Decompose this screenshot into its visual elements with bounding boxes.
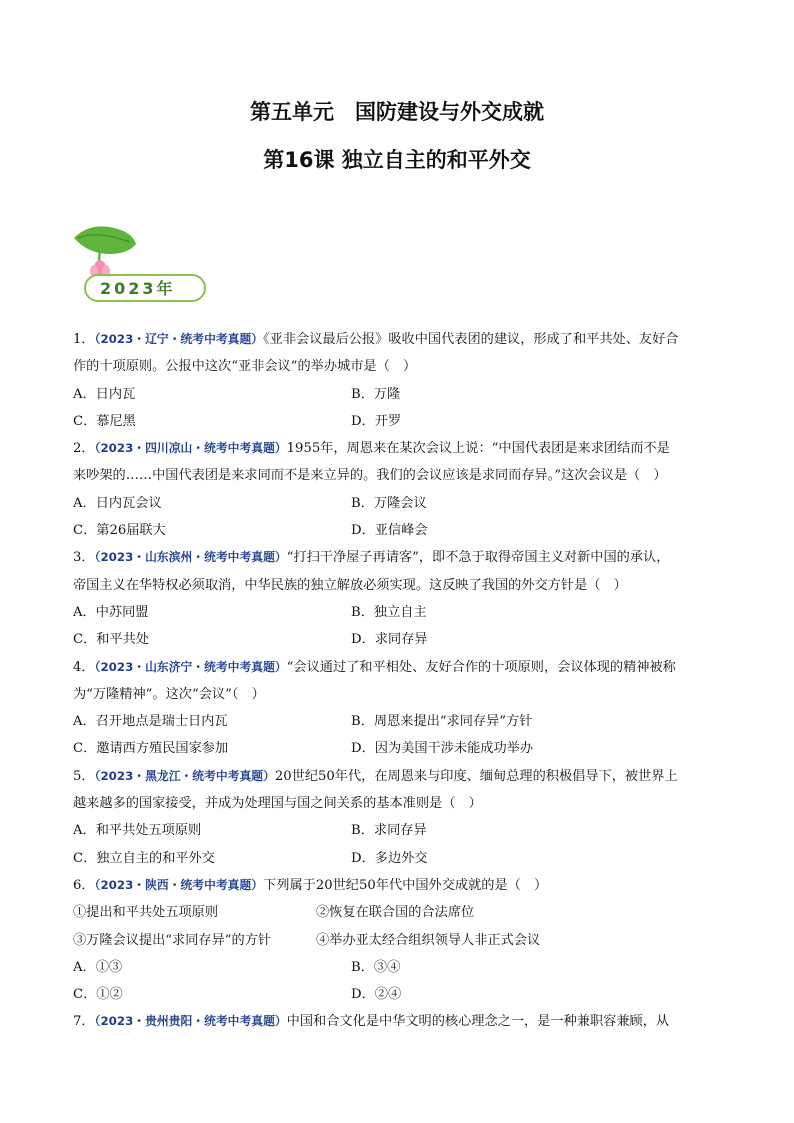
option-d[interactable]: D．多边外交 [351,850,428,866]
question-stem: 为“万隆精神”。这次“会议”（ ） [73,686,265,702]
question-number: 3． [73,550,95,566]
year-badge-label: 2023年 [100,279,176,298]
question-source: （2023・四川凉山・统考中考真题） [94,441,287,456]
question-source: （2023・贵州贵阳・统考中考真题） [94,1014,287,1029]
question-stem: “打扫干净屋子再请客”，即不急于取得帝国主义对新中国的承认， [286,550,670,566]
question-number: 1． [73,332,95,347]
option-c[interactable]: C．和平共处 [73,632,150,648]
question-stem: 来吵架的……中国代表团是来求同而不是来立异的。我们的会议应该是求同而存异。”这次会议是（ ） [73,468,667,484]
option-a[interactable]: A．中苏同盟 [73,604,149,620]
question-5 [73,763,725,872]
question-source: （2023・黑龙江・统考中考真题） [94,768,275,783]
option-c[interactable]: C．第26届联大 [73,523,166,539]
question-3 [73,544,725,653]
option-a[interactable]: A．日内瓦会议 [73,495,162,511]
question-stem: 帝国主义在华特权必须取消，中华民族的独立解放必须实现。这反映了我国的外交方针是（ ） [73,577,627,593]
question-number: 4． [73,659,95,675]
option-d[interactable]: D．亚信峰会 [351,523,428,539]
question-stem: 《亚非会议最后公报》吸收中国代表团的建议，形成了和平共处、友好合 [263,332,679,347]
option-c[interactable]: C．邀请西方殖民国家参加 [73,741,229,757]
question-source: （2023・辽宁・统考中考真题） [94,332,264,346]
question-source: （2023・山东滨州・统考中考真题） [94,550,287,565]
option-c[interactable]: C．慕尼黑 [73,413,136,429]
question-list [73,326,725,1036]
question-stem: “会议通过了和平相处、友好合作的十项原则，会议体现的精神被称 [286,659,676,675]
question-7 [73,1008,725,1035]
option-b[interactable]: B．③④ [351,959,401,975]
question-stem: 越来越多的国家接受，并成为处理国与国之间关系的基本准则是（ ） [73,796,482,812]
question-number: 6． [73,877,95,893]
statement-item: ③万隆会议提出“求同存异”的方针 [73,932,272,948]
question-stem: 作的十项原则。公报中这次“亚非会议”的举办城市是（ ） [73,359,417,375]
option-a[interactable]: A．召开地点是瑞士日内瓦 [73,714,228,730]
question-1 [73,326,725,435]
option-b[interactable]: B．万隆会议 [351,495,427,511]
option-a[interactable]: A．①③ [73,959,123,975]
statement-item: ①提出和平共处五项原则 [73,905,219,921]
option-b[interactable]: B．周恩来提出“求同存异”方针 [351,714,533,730]
question-number: 7． [73,1014,95,1030]
question-number: 5． [73,768,95,784]
lesson-title: 第16课 独立自主的和平外交 [263,148,531,172]
option-d[interactable]: D．因为美国干涉未能成功举办 [351,741,534,757]
question-stem: 下列属于20世纪50年代中国外交成就的是（ ） [263,877,548,893]
option-c[interactable]: C．独立自主的和平外交 [73,850,215,866]
option-d[interactable]: D．②④ [351,987,402,1003]
option-d[interactable]: D．求同存异 [351,632,428,648]
year-badge [70,224,210,304]
question-source: （2023・山东济宁・统考中考真题） [94,659,287,674]
option-b[interactable]: B．万隆 [351,386,401,402]
question-stem: 1955年，周恩来在某次会议上说：“中国代表团是来求团结而不是 [286,441,670,457]
statement-item: ②恢复在联合国的合法席位 [316,905,475,921]
question-number: 2． [73,441,95,457]
option-c[interactable]: C．①② [73,987,123,1003]
option-a[interactable]: A．和平共处五项原则 [73,823,202,839]
question-source: （2023・陕西・统考中考真题） [94,877,264,892]
option-a[interactable]: A．日内瓦 [73,386,136,402]
unit-title: 第五单元 国防建设与外交成就 [250,100,544,124]
statement-item: ④举办亚太经合组织领导人非正式会议 [316,932,541,948]
question-4 [73,654,725,763]
option-b[interactable]: B．独立自主 [351,604,427,620]
option-b[interactable]: B．求同存异 [351,823,427,839]
question-6 [73,872,725,1008]
question-stem: 中国和合文化是中华文明的核心理念之一，是一种兼职容兼顾，从 [286,1014,670,1030]
option-d[interactable]: D．开罗 [351,413,402,429]
question-stem: 20世纪50年代，在周恩来与印度、缅甸总理的积极倡导下，被世界上 [274,768,678,784]
question-2 [73,435,725,544]
